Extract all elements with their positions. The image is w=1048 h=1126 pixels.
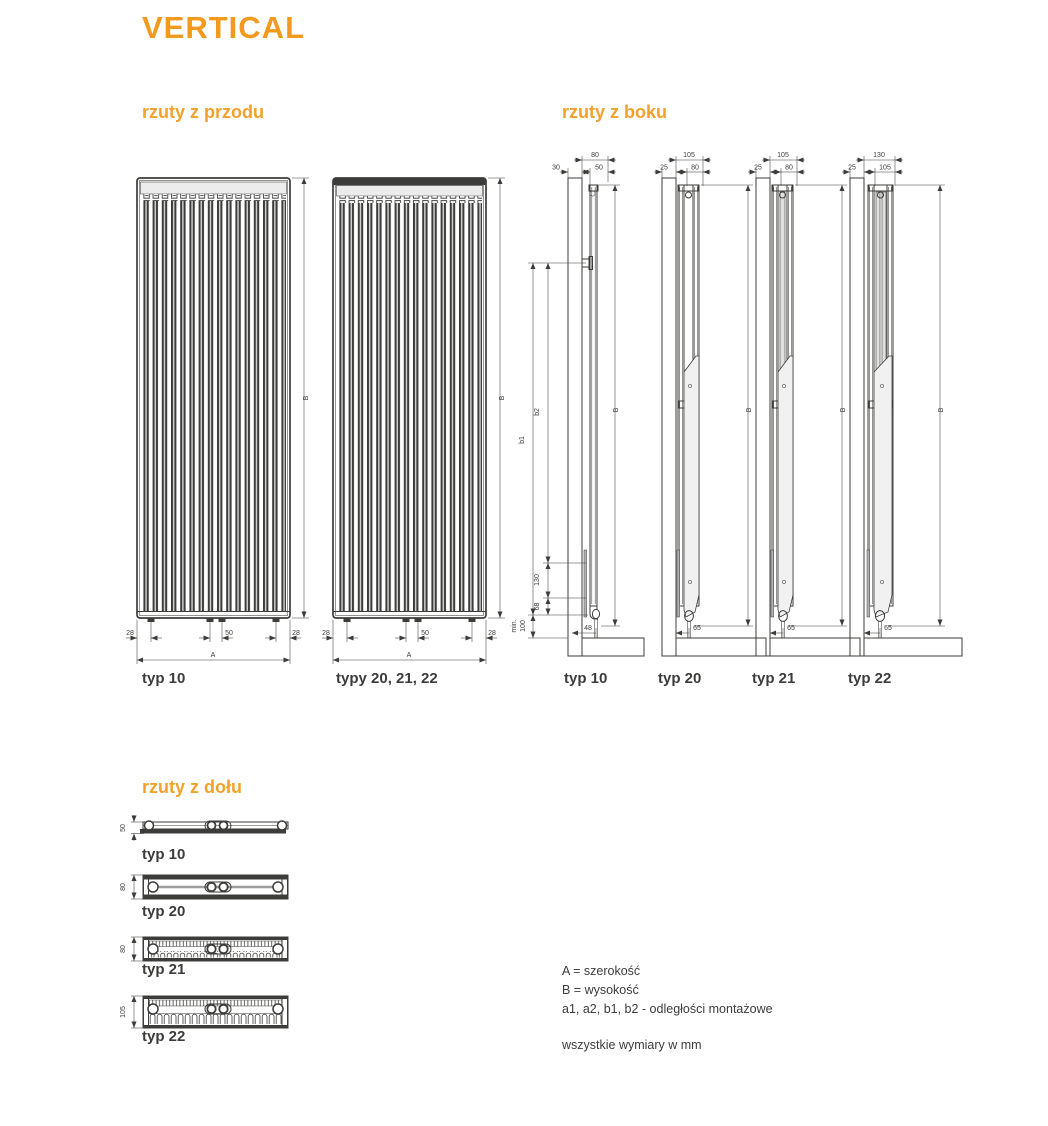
side-typ21-dim-height: B xyxy=(840,407,847,413)
side-typ10-dim-min: min. xyxy=(511,619,518,633)
legend-width: A = szerokość xyxy=(562,964,641,978)
side-typ22-dim-wall: 25 xyxy=(848,164,856,172)
section-heading-front: rzuty z przodu xyxy=(142,102,264,122)
bottom-view-typ21-drawing xyxy=(100,931,310,969)
side-typ20-dim-pipe: 65 xyxy=(693,625,701,632)
side-typ10-dim-height: B xyxy=(613,407,620,413)
side-typ10-dim-bracket: 50 xyxy=(595,164,603,172)
front-view-typ10-label: typ 10 xyxy=(142,670,186,687)
side-typ21-dim-wall: 25 xyxy=(754,164,762,172)
side-typ20-dim-panel: 80 xyxy=(691,164,699,172)
front-typ10-dim-right: 28 xyxy=(292,630,300,637)
front-typ10-dim-center: 50 xyxy=(225,630,233,637)
side-typ10-dim-total: 80 xyxy=(591,152,599,159)
bottom-typ22-dim-depth: 105 xyxy=(120,1006,127,1018)
side-typ10-dim-100: 100 xyxy=(520,620,527,632)
bottom-view-typ21-label: typ 21 xyxy=(142,961,186,978)
front-typ10-dim-width: A xyxy=(210,652,216,659)
side-typ21-dim-total: 105 xyxy=(777,152,789,159)
side-view-typ20-label: typ 20 xyxy=(658,670,702,687)
bottom-view-typ10-label: typ 10 xyxy=(142,846,186,863)
front-typ2x-dim-width: A xyxy=(406,652,412,659)
front-typ2x-dim-left: 28 xyxy=(322,630,330,637)
side-typ10-dim-b1: b1 xyxy=(519,436,526,444)
bottom-view-typ20-drawing xyxy=(100,869,310,907)
side-typ10-dim-b2: b2 xyxy=(534,408,541,416)
side-view-typ10-drawing xyxy=(506,140,656,688)
front-typ10-dim-height: B xyxy=(303,395,310,401)
page-title: VERTICAL xyxy=(142,10,305,45)
front-typ10-dim-left: 28 xyxy=(126,630,134,637)
bottom-view-typ10-drawing xyxy=(100,814,310,844)
side-typ22-dim-panel: 105 xyxy=(879,164,891,172)
side-typ10-dim-pipe: 48 xyxy=(584,625,592,632)
bottom-typ10-dim-depth: 50 xyxy=(120,824,127,832)
front-view-typ2x-drawing xyxy=(321,168,521,668)
side-typ20-dim-height: B xyxy=(746,407,753,413)
front-view-typ2x-label: typy 20, 21, 22 xyxy=(336,670,438,687)
side-view-typ22-drawing xyxy=(836,140,976,688)
front-view-typ10-drawing xyxy=(125,168,325,668)
side-typ20-dim-wall: 25 xyxy=(660,164,668,172)
legend-mount-distances: a1, a2, b1, b2 - odległości montażowe xyxy=(562,1002,773,1016)
side-typ20-dim-total: 105 xyxy=(683,152,695,159)
section-heading-bottom: rzuty z dołu xyxy=(142,777,242,797)
bottom-view-typ22-drawing xyxy=(100,991,310,1037)
front-typ2x-dim-height: B xyxy=(499,395,506,401)
bottom-view-typ20-label: typ 20 xyxy=(142,903,186,920)
bottom-typ20-dim-depth: 80 xyxy=(120,883,127,891)
side-typ10-dim-wall: 30 xyxy=(552,164,560,172)
bottom-typ21-dim-depth: 80 xyxy=(120,945,127,953)
front-typ2x-dim-right: 28 xyxy=(488,630,496,637)
front-typ2x-dim-center: 50 xyxy=(421,630,429,637)
side-typ22-dim-pipe: 65 xyxy=(884,625,892,632)
side-view-typ22-label: typ 22 xyxy=(848,670,892,687)
side-typ22-dim-total: 130 xyxy=(873,152,885,159)
side-view-typ10-label: typ 10 xyxy=(564,670,608,687)
legend-height: B = wysokość xyxy=(562,983,639,997)
side-typ10-dim-68: 68 xyxy=(534,602,541,611)
bottom-view-typ22-label: typ 22 xyxy=(142,1028,186,1045)
side-typ21-dim-pipe: 65 xyxy=(787,625,795,632)
side-typ22-dim-height: B xyxy=(938,407,945,413)
side-view-typ21-label: typ 21 xyxy=(752,670,796,687)
side-typ10-dim-130: 130 xyxy=(534,574,541,586)
section-heading-side: rzuty z boku xyxy=(562,102,668,122)
side-typ21-dim-panel: 80 xyxy=(785,164,793,172)
legend-units-note: wszystkie wymiary w mm xyxy=(562,1038,702,1052)
